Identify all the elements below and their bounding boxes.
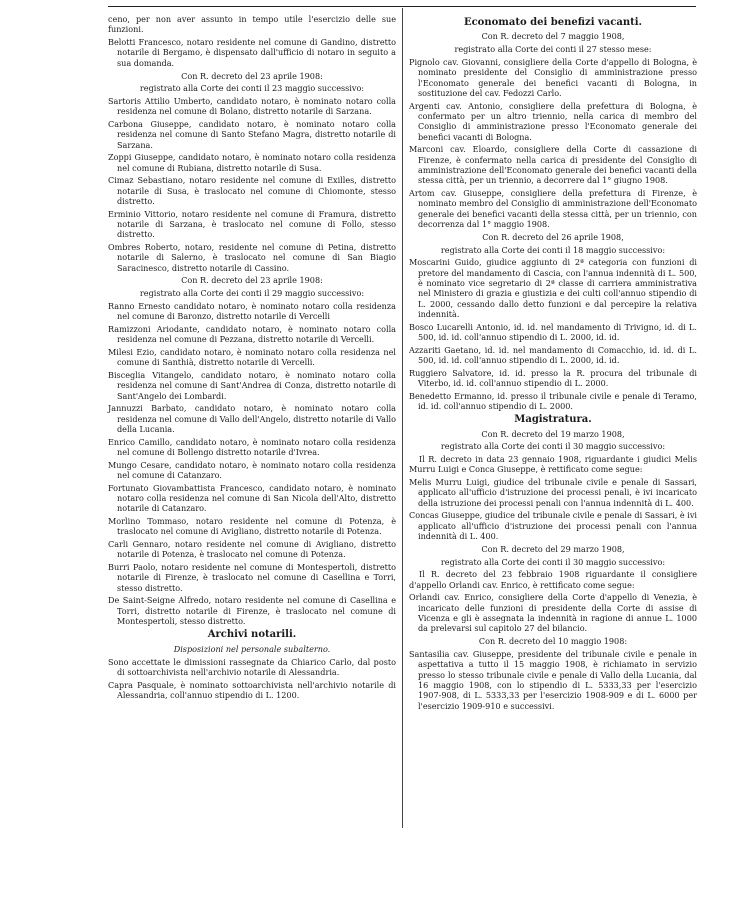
entry-paragraph: Enrico Camillo, candidato notaro, è nominato notaro colla residenza nel comune di Bollengo distretto notarile d'Ivrea. [108, 436, 396, 457]
entry-paragraph: Benedetto Ermanno, id. presso il tribunale civile e penale di Teramo, id. id. coll'annuo stipendio di L. 2000. [409, 390, 697, 411]
entry-paragraph: Sartoris Attilio Umberto, candidato notaro, è nominato notaro colla residenza nel comune di Bolano, distretto notarile di Sarzana. [108, 96, 396, 117]
left-column [108, 14, 396, 703]
entry-paragraph: Zoppi Giuseppe, candidato notaro, è nominato notaro colla residenza nel comune di Rubiana, distretto notarile di Susa. [108, 152, 396, 173]
decree-heading: Con R. decreto del 7 maggio 1908, [481, 31, 625, 42]
entry-paragraph: Orlandi cav. Enrico, consigliere della Corte d'appello di Venezia, è incaricato delle funzioni di presidente della Corte di assise di Vicenza e gli è assegnata la indennità in ragione di annue L. 1000 da prelevarsi sul capitolo 27 del bilancio. [409, 592, 697, 634]
entry-paragraph: Pignolo cav. Giovanni, consigliere della Corte d'appello di Bologna, è nominato presidente del Consiglio di amministrazione presso l'Economato generale dei benefici vacanti di Bologna, in sostituzione del cav. Fedozzi Carlo. [409, 56, 697, 98]
section-subheading: Disposizioni nel personale subalterno. [173, 643, 331, 654]
top-rule [108, 6, 696, 7]
entry-paragraph: Ruggiero Salvatore, id. id. presso la R. procura del tribunale di Viterbo, id. id. coll'annuo stipendio di L. 2000. [409, 367, 697, 388]
entry-paragraph: Fortunato Giovambattista Francesco, candidato notaro, è nominato notaro colla residenza nel comune di San Nicola dell'Alto, distretto notarile di Catanzaro. [108, 482, 396, 514]
entry-paragraph: Carbona Giuseppe, candidato notaro, è nominato notaro colla residenza nel comune di Santo Stefano Magra, distretto notarile di Sarzana. [108, 118, 396, 150]
entry-paragraph: Milesi Ezio, candidato notaro, è nominato notaro colla residenza nel comune di Santhià, distretto notarile di Vercelli. [108, 346, 396, 368]
entry-paragraph: Capra Pasquale, è nominato sottoarchivista nell'archivio notarile di Alessandria, coll'annuo stipendio di L. 1200. [108, 679, 396, 701]
decree-heading: Con R. decreto del 29 marzo 1908, [481, 543, 625, 554]
decree-heading: Con R. decreto del 10 maggio 1908: [478, 636, 628, 647]
entry-paragraph: Bisceglia Vitangelo, candidato notaro, è nominato notaro colla residenza nel comune di Sant'Andrea di Conza, distretto notarile di Sant'Angelo dei Lombardi. [108, 369, 396, 401]
section-heading: Magistratura. [514, 414, 592, 426]
entry-paragraph: Artom cav. Giuseppe, consigliere della prefettura di Firenze, è nominato membro del Consiglio di amministrazione dell'Economato generale dei benefici vacanti della stessa città, per un triennio, con decorrenza dal 1° maggio 1908. [409, 187, 697, 229]
entry-paragraph: Jannuzzi Barbato, candidato notaro, è nominato notaro colla residenza nel comune di Vallo dell'Angelo, distretto notarile di Vallo della Lucania. [108, 403, 396, 434]
decree-heading: Con R. decreto del 19 marzo 1908, [481, 428, 625, 439]
entry-paragraph: Belotti Francesco, notaro residente nel comune di Gandino, distretto notarile di Bergamo, è dispensato dall'ufficio di notaro in seguito a sua domanda. [108, 36, 396, 68]
decree-heading: registrato alla Corte dei conti il 29 maggio successivo: [139, 288, 365, 299]
right-column [409, 14, 697, 713]
decree-heading: registrato alla Corte dei conti il 30 maggio successivo: [440, 556, 666, 567]
decree-heading: Con R. decreto del 23 aprile 1908: [181, 70, 323, 81]
entry-paragraph: Ramizzoni Ariodante, candidato notaro, è nominato notaro colla residenza nel comune di Pezzana, distretto notarile di Vercelli. [108, 323, 396, 345]
entry-paragraph: Sono accettate le dimissioni rassegnate da Chiarico Carlo, dal posto di sottoarchivista nell'archivio notarile di Alessandria. [108, 656, 396, 678]
entry-paragraph: Morlino Tommaso, notaro residente nel comune di Potenza, è traslocato nel comune di Avigliano, distretto notarile di Potenza. [108, 515, 396, 537]
entry-paragraph: Mungo Cesare, candidato notaro, è nominato notaro colla residenza nel comune di Catanzaro. [108, 459, 396, 480]
decree-heading: registrato alla Corte dei conti il 23 maggio successivo: [139, 83, 365, 94]
entry-paragraph: Melis Murru Luigi, giudice del tribunale civile e penale di Sassari, applicato all'ufficio d'istruzione dei processi penali, è ivi incaricato della istruzione dei processi penali con l'annua indennità di L. 400. [409, 477, 697, 508]
entry-paragraph: Azzariti Gaetano, id. id. nel mandamento di Comacchio, id. id. di L. 500, id. id. coll'annuo stipendio di L. 2000, id. id. [409, 344, 697, 365]
decree-heading: registrato alla Corte dei conti il 30 maggio successivo: [440, 441, 666, 452]
entry-paragraph: Carli Gennaro, notaro residente nel comune di Avigliano, distretto notarile di Potenza, è traslocato nel comune di Potenza. [108, 538, 396, 560]
entry-paragraph: Concas Giuseppe, giudice del tribunale civile e penale di Sassari, è ivi applicato all'ufficio d'istruzione dei processi penali con l'annua indennità di L. 400. [409, 510, 697, 542]
entry-paragraph: Ranno Ernesto candidato notaro, è nominato notaro colla residenza nel comune di Baronzo, distretto notarile di Vercelli [108, 300, 396, 322]
entry-paragraph: Ombres Roberto, notaro, residente nel comune di Petina, distretto notarile di Salerno, è traslocato nel comune di San Biagio Saracinesco, distretto notarile di Cassino. [108, 241, 396, 273]
entry-paragraph: Erminio Vittorio, notaro residente nel comune di Framura, distretto notarile di Sarzana, è traslocato nel comune di Follo, stesso distretto. [108, 208, 396, 240]
entry-paragraph: Cimaz Sebastiano, notaro residente nel comune di Exilles, distretto notarile di Susa, è traslocato nel comune di Chiomonte, stesso distretto. [108, 175, 396, 206]
decree-paragraph: Il R. decreto in data 23 gennaio 1908, riguardante i giudici Melis Murru Luigi e Conca Giuseppe, è rettificato come segue: [409, 454, 697, 475]
decree-heading: Con R. decreto del 26 aprile 1908, [482, 231, 624, 242]
decree-heading: registrato alla Corte dei conti il 27 stesso mese: [454, 44, 652, 55]
entry-paragraph: Bosco Lucarelli Antonio, id. id. nel mandamento di Trivigno, id. di L. 500, id. id. coll'annuo stipendio di L. 2000, id. id. [409, 321, 697, 342]
continued-paragraph: ceno, per non aver assunto in tempo utile l'esercizio delle sue funzioni. [108, 14, 396, 35]
entry-paragraph: Moscarini Guido, giudice aggiunto di 2ª categoria con funzioni di pretore del mandamento di Cascia, con l'annua indennità di L. 500, è nominato vice segretario di 2ª classe di carriera amministrativa nel Ministero di grazia e giustizia e dei culti coll'annuo stipendio di L. 2000, cessando dallo detto funzioni e dal percepire la relativa indennità. [409, 257, 697, 319]
entry-paragraph: De Saint-Seigne Alfredo, notaro residente nel comune di Casellina e Torri, distretto notarile di Firenze, è traslocato nel comune di Montespertoli, stesso distretto. [108, 595, 396, 626]
entry-paragraph: Burri Paolo, notaro residente nel comune di Montespertoli, distretto notarile di Firenze, è traslocato nel comune di Casellina e Torri, stesso distretto. [108, 561, 396, 593]
entry-paragraph: Marconi cav. Eloardo, consigliere della Corte di cassazione di Firenze, è confermato nella carica di presidente del Consiglio di amministrazione dell'Economato generale dei benefici vacanti della stessa città, per un triennio, a decorrere dal 1° giugno 1908. [409, 144, 697, 186]
section-heading: Archivi notarili. [207, 629, 297, 641]
decree-paragraph: Il R. decreto del 23 febbraio 1908 riguardante il consigliere d'appello Orlandi cav. Enrico, è rettificato come segue: [409, 569, 697, 590]
column-divider [402, 8, 403, 828]
entry-paragraph: Santasilia cav. Giuseppe, presidente del tribunale civile e penale in aspettativa a tutto il 15 maggio 1908, è richiamato in servizio presso lo stesso tribunale civile e penale di Vallo della Lucania, dal 16 maggio 1908, con lo stipendio di L. 5333,33 per l'esercizio 1907-908, di L. 5333,33 per l'esercizio 1908-909 e di L. 6000 per l'esercizio 1909-910 e successivi. [409, 648, 697, 711]
section-heading: Economato dei benefizi vacanti. [463, 17, 643, 28]
decree-heading: registrato alla Corte dei conti il 18 maggio successivo: [440, 244, 666, 255]
entry-paragraph: Argenti cav. Antonio, consigliere della prefettura di Bologna, è confermato per un altro triennio, nella carica di membro del Consiglio di amministrazione presso l'Economato generale dei benefici vacanti di Bologna. [409, 100, 697, 142]
decree-heading: Con R. decreto del 23 aprile 1908: [181, 275, 323, 286]
